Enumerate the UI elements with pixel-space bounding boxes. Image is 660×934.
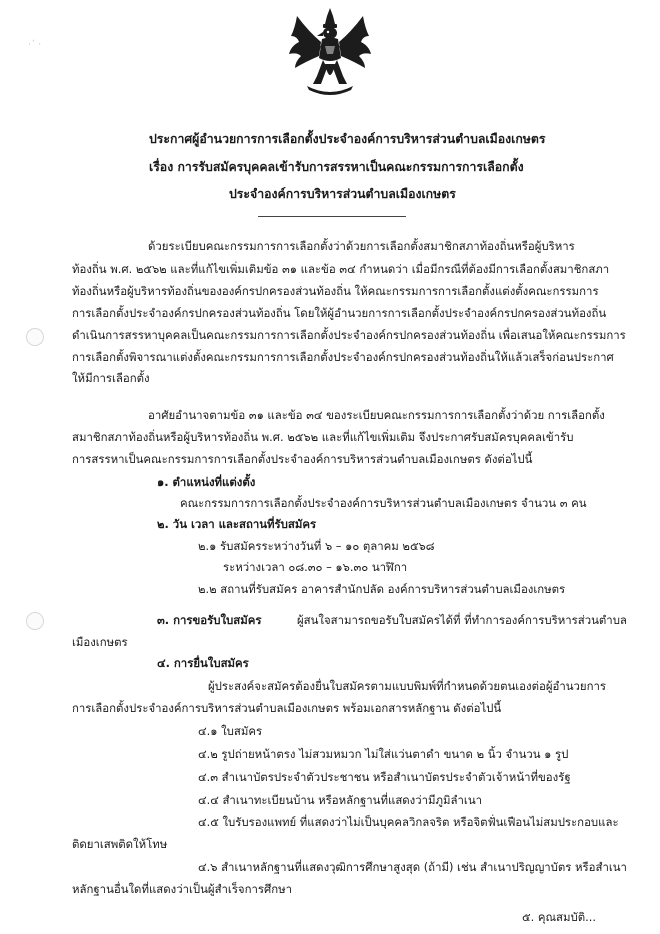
intro-line: การเลือกตั้งพิจารณาแต่งตั้งคณะกรรมการการเลือกตั้งประจำองค์กรปกครองส่วนท้องถิ่นให้แล้วเสร็จก่อนประกาศ: [72, 350, 614, 364]
title-line-3: ประจำองค์การบริหารส่วนตำบลเมืองเกษตร: [229, 187, 456, 201]
scan-mark: ·´ ·: [28, 40, 42, 50]
section-3-body-cont: เมืองเกษตร: [72, 635, 128, 649]
section-2-heading: ๒. วัน เวลา และสถานที่รับสมัคร: [157, 517, 317, 531]
intro-line: ดำเนินการสรรหาบุคคลเป็นคณะกรรมการการเลือกตั้งประจำองค์กรปกครองส่วนท้องถิ่น เพื่อเสนอให้คณะกรรมการ: [72, 328, 626, 342]
section-2-item-1-time: ระหว่างเวลา ๐๘.๓๐ – ๑๖.๓๐ นาฬิกา: [223, 560, 408, 574]
section-4-heading: ๔. การยื่นใบสมัคร: [157, 656, 249, 670]
authority-line: อาศัยอำนาจตามข้อ ๓๑ และข้อ ๓๔ ของระเบียบคณะกรรมการการเลือกตั้งว่าด้วย การเลือกตั้ง: [148, 408, 605, 422]
authority-line: การสรรหาเป็นคณะกรรมการการเลือกตั้งประจำองค์การบริหารส่วนตำบลเมืองเกษตร ดังต่อไปนี้: [72, 452, 533, 466]
section-4-intro: ผู้ประสงค์จะสมัครต้องยื่นใบสมัครตามแบบพิมพ์ที่กำหนดด้วยตนเองต่อผู้อำนวยการ: [208, 679, 607, 693]
authority-line: สมาชิกสภาท้องถิ่นหรือผู้บริหารท้องถิ่น พ.ศ. ๒๕๖๒ และที่แก้ไขเพิ่มเติม จึงประกาศรับสมัครบุคคลเข้ารับ: [72, 430, 574, 444]
section-4-intro: การเลือกตั้งประจำองค์การบริหารส่วนตำบลเมืองเกษตร พร้อมเอกสารหลักฐาน ดังต่อไปนี้: [72, 701, 502, 715]
section-2-item-1: ๒.๑ รับสมัครระหว่างวันที่ ๖ – ๑๐ ตุลาคม ๒๕๖๘: [198, 539, 435, 553]
section-4-item: ๔.๑ ใบสมัคร: [198, 724, 263, 738]
intro-line: ท้องถิ่น พ.ศ. ๒๕๖๒ และที่แก้ไขเพิ่มเติมข้อ ๓๑ และข้อ ๓๔ กำหนดว่า เมื่อมีกรณีที่ต้องมีการเลือกตั้งสมาชิกสภา: [72, 262, 610, 276]
section-1-body: คณะกรรมการการเลือกตั้งประจำองค์การบริหารส่วนตำบลเมืองเกษตร จำนวน ๓ คน: [180, 496, 587, 510]
section-4-item: ๔.๓ สำเนาบัตรประจำตัวประชาชน หรือสำเนาบัตรประจำตัวเจ้าหน้าที่ของรัฐ: [198, 770, 571, 784]
section-4-item: ๔.๔ สำเนาทะเบียนบ้าน หรือหลักฐานที่แสดงว่ามีภูมิลำเนา: [198, 793, 483, 807]
section-3-body: ผู้สนใจสามารถขอรับใบสมัครได้ที่ ที่ทำการองค์การบริหารส่วนตำบล: [297, 613, 627, 627]
punch-hole-upper: [26, 328, 44, 346]
intro-line: ให้มีการเลือกตั้ง: [72, 371, 150, 385]
title-divider: [258, 216, 406, 217]
section-3-heading: ๓. การขอรับใบสมัคร: [157, 613, 262, 627]
section-4-item: ๔.๒ รูปถ่ายหน้าตรง ไม่สวมหมวก ไม่ใส่แว่นตาดำ ขนาด ๒ นิ้ว จำนวน ๑ รูป: [198, 747, 569, 761]
title-line-2: เรื่อง การรับสมัครบุคคลเข้ารับการสรรหาเป็นคณะกรรมการการเลือกตั้ง: [149, 160, 524, 174]
section-4-item-cont: หลักฐานอื่นใดที่แสดงว่าเป็นผู้สำเร็จการศึกษา: [72, 882, 293, 896]
section-1-heading: ๑. ตำแหน่งที่แต่งตั้ง: [157, 475, 256, 489]
garuda-emblem-icon: [283, 6, 377, 98]
section-4-item: ๔.๕ ใบรับรองแพทย์ ที่แสดงว่าไม่เป็นบุคคลวิกลจริต หรือจิตฟั่นเฟือนไม่สมประกอบและ: [198, 815, 619, 829]
intro-line: การเลือกตั้งประจำองค์กรปกครองส่วนท้องถิ่น โดยให้ผู้อำนวยการการเลือกตั้งประจำองค์กรปกครองส่วนท้องถิ่น: [72, 306, 607, 320]
intro-line: ด้วยระเบียบคณะกรรมการการเลือกตั้งว่าด้วยการเลือกตั้งสมาชิกสภาท้องถิ่นหรือผู้บริหาร: [148, 239, 575, 253]
continuation-marker: ๕. คุณสมบัติ...: [522, 910, 597, 924]
section-4-item-cont: ติดยาเสพติดให้โทษ: [72, 837, 168, 851]
section-4-item: ๔.๖ สำเนาหลักฐานที่แสดงวุฒิการศึกษาสูงสุด (ถ้ามี) เช่น สำเนาปริญญาบัตร หรือสำเนา: [198, 860, 627, 874]
section-2-item-2: ๒.๒ สถานที่รับสมัคร อาคารสำนักปลัด องค์การบริหารส่วนตำบลเมืองเกษตร: [198, 582, 566, 596]
intro-line: ท้องถิ่นหรือผู้บริหารท้องถิ่นขององค์กรปกครองส่วนท้องถิ่น ให้คณะกรรมการการเลือกตั้งแต่งตั้งคณะกรรมการ: [72, 284, 599, 298]
punch-hole-lower: [26, 612, 44, 630]
title-line-1: ประกาศผู้อำนวยการการเลือกตั้งประจำองค์การบริหารส่วนตำบลเมืองเกษตร: [149, 132, 546, 146]
